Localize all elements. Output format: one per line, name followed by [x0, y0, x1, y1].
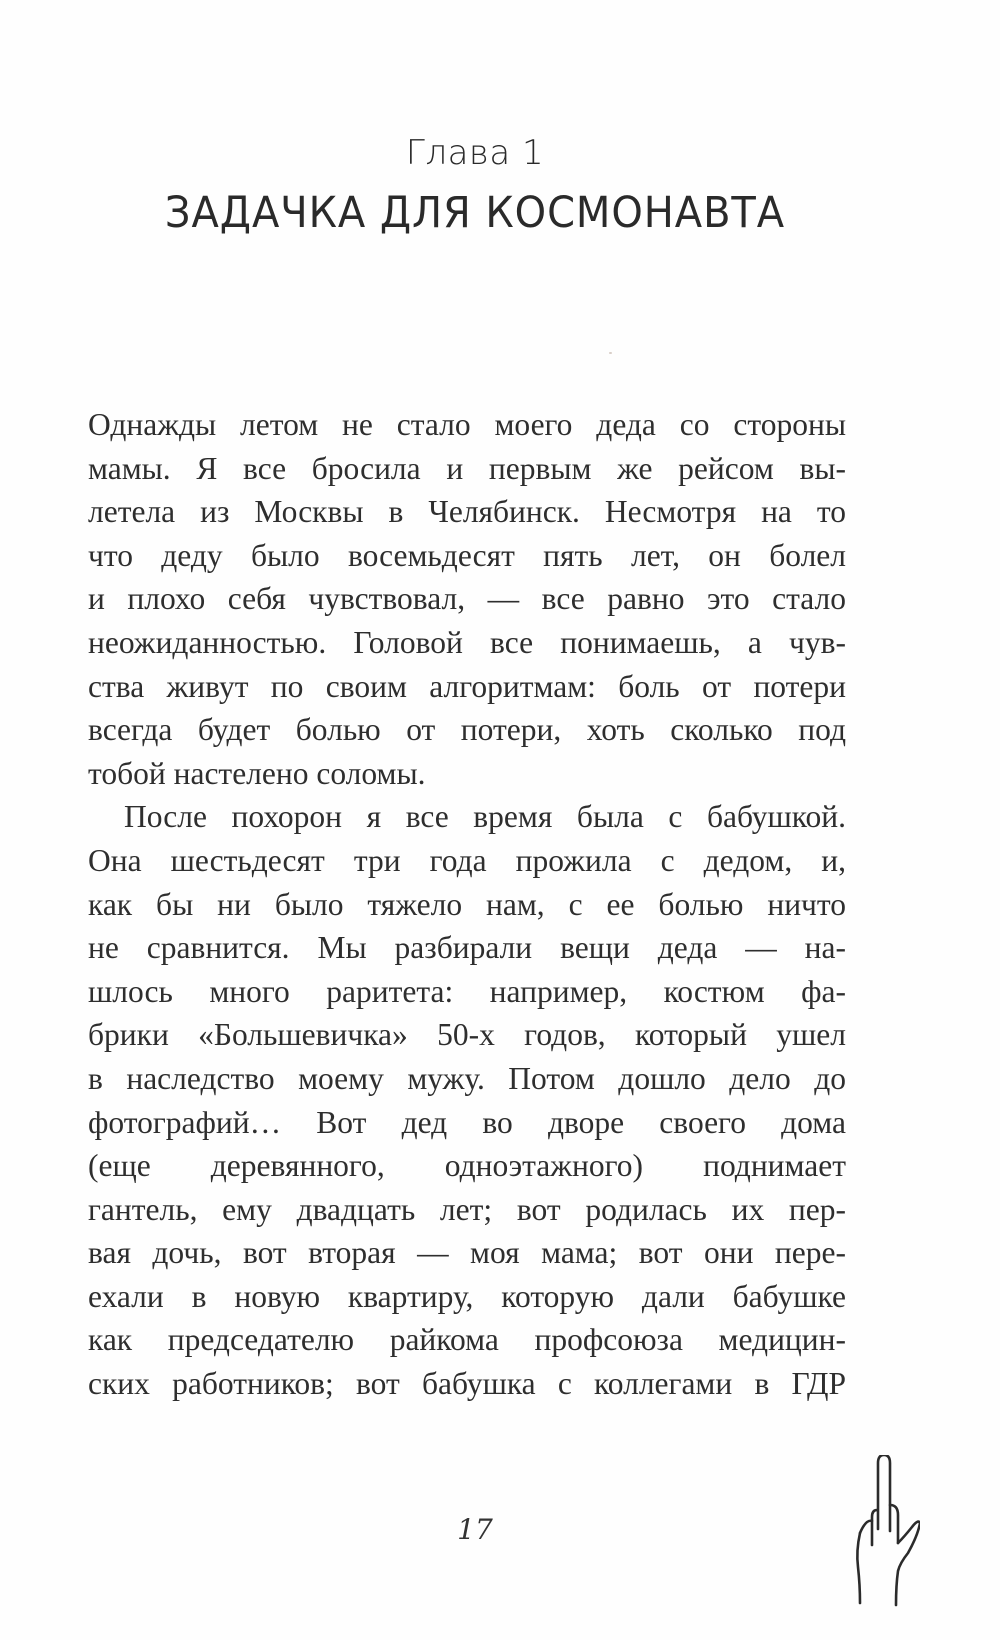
print-speck	[609, 352, 612, 354]
text-line: мамы. Я все бросила и первым же рейсом вы-	[88, 450, 846, 486]
text-line: фотографий… Вот дед во дворе своего дома	[88, 1104, 846, 1140]
text-line: Она шестьдесят три года прожила с дедом, и,	[88, 842, 846, 878]
text-line: брики «Большевичка» 50-х годов, который ушел	[88, 1017, 846, 1053]
hand-icon	[850, 1455, 920, 1615]
paragraph-1	[88, 403, 846, 795]
text-line: тобой настелено соломы.	[88, 755, 426, 791]
chapter-title: ЗАДАЧКА ДЛЯ КОСМОНАВТА	[164, 188, 786, 238]
text-line: не сравнится. Мы разбирали вещи деда — на-	[88, 930, 846, 966]
text-line: как председателю райкома профсоюза медицин-	[88, 1322, 846, 1358]
page-number: 17	[457, 1513, 493, 1546]
text-line: шлось много раритета: например, костюм фа-	[88, 973, 846, 1009]
text-line: гантель, ему двадцать лет; вот родилась их пер-	[88, 1191, 846, 1227]
text-line: ехали в новую квартиру, которую дали бабушке	[88, 1278, 846, 1314]
text-line: как бы ни было тяжело нам, с ее болью ничто	[88, 886, 846, 922]
text-line: вая дочь, вот вторая — моя мама; вот они пере-	[88, 1235, 846, 1271]
body-text	[88, 403, 846, 1406]
text-line: После похорон я все время была с бабушкой.	[124, 799, 846, 835]
text-line: всегда будет болью от потери, хоть сколько под	[88, 712, 846, 748]
text-line: ских работников; вот бабушка с коллегами в ГДР	[88, 1366, 846, 1402]
text-line: неожиданностью. Головой все понимаешь, а чув-	[88, 624, 846, 660]
paragraph-2	[88, 795, 846, 1405]
text-line: летела из Москвы в Челябинск. Несмотря на то	[88, 494, 846, 530]
text-line: ства живут по своим алгоритмам: боль от потери	[88, 668, 846, 704]
text-line: Однажды летом не стало моего деда со стороны	[88, 407, 846, 442]
text-line: (еще деревянного, одноэтажного) поднимает	[88, 1148, 846, 1184]
text-line: что деду было восемьдесят пять лет, он болел	[88, 537, 846, 573]
text-line: в наследство моему мужу. Потом дошло дело до	[88, 1060, 846, 1096]
chapter-label: Глава 1	[405, 133, 545, 173]
text-line: и плохо себя чувствовал, — все равно это стало	[88, 581, 846, 617]
